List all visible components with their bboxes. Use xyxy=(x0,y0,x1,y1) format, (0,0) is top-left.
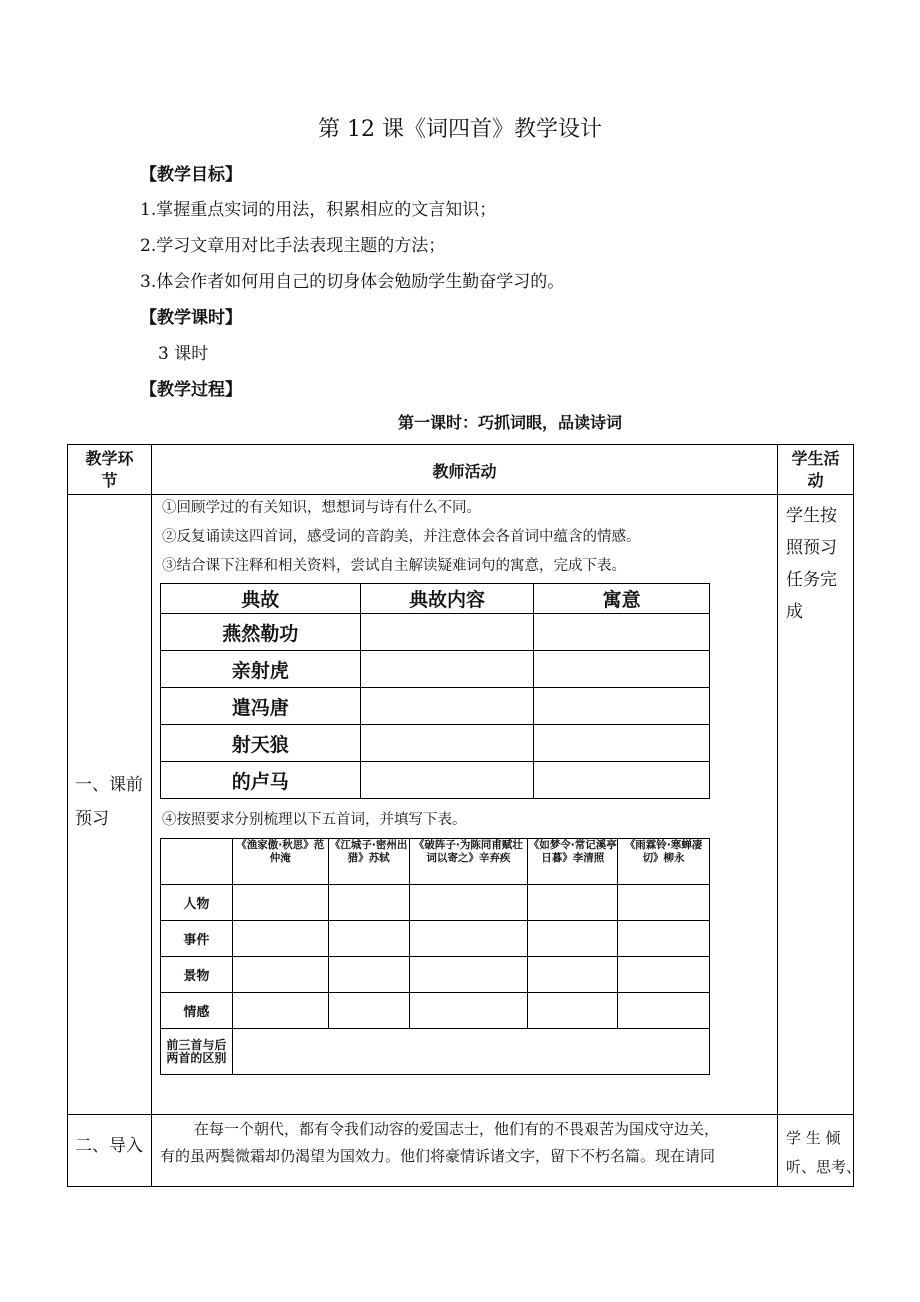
page-title: 第 12 课《词四首》教学设计 xyxy=(318,117,602,142)
student-activity: 成 xyxy=(786,602,803,622)
header-student: 学生活 xyxy=(791,449,840,468)
allusion-blank xyxy=(360,688,534,725)
header-student-2: 动 xyxy=(807,471,824,490)
allusion-name: 射天狼 xyxy=(161,725,361,762)
hours-value: 3 课时 xyxy=(158,344,209,364)
poem-table xyxy=(160,838,710,1075)
allusion-table xyxy=(160,583,710,799)
allusion-blank xyxy=(360,614,534,651)
allusion-header: 寓意 xyxy=(534,584,710,614)
stage-preview: 一、课前 xyxy=(75,775,143,795)
allusion-blank xyxy=(360,762,534,799)
allusion-name: 亲射虎 xyxy=(161,651,361,688)
poem-difference-cell xyxy=(232,1029,709,1075)
allusion-blank xyxy=(360,725,534,762)
student-activity: 任务完 xyxy=(786,570,837,590)
allusion-blank xyxy=(360,651,534,688)
goal-item: 3.体会作者如何用自己的切身体会勉励学生勤奋学习的。 xyxy=(140,272,565,292)
allusion-name: 燕然勒功 xyxy=(161,614,361,651)
activity-item: ④按照要求分别梳理以下五首词，并填写下表。 xyxy=(162,812,467,828)
stage-intro: 二、导入 xyxy=(75,1136,143,1156)
student-intro: 学 生 倾 xyxy=(786,1129,841,1147)
poem-header: 《渔家傲·秋思》范仲淹 xyxy=(232,839,328,885)
allusion-blank xyxy=(534,688,710,725)
intro-text: 有的虽两鬓微霜却仍渴望为国效力。他们将豪情诉诸文字，留下不朽名篇。现在请同 xyxy=(160,1147,716,1165)
allusion-name: 的卢马 xyxy=(161,762,361,799)
student-activity: 照预习 xyxy=(786,538,837,558)
poem-header: 《雨霖铃·寒蝉凄切》柳永 xyxy=(618,839,710,885)
allusion-header: 典故 xyxy=(161,584,361,614)
poem-corner xyxy=(161,839,233,885)
goal-item: 1.掌握重点实词的用法，积累相应的文言知识； xyxy=(140,200,497,220)
goal-item: 2.学习文章用对比手法表现主题的方法； xyxy=(140,236,446,256)
allusion-header: 典故内容 xyxy=(360,584,534,614)
poem-row-label: 前三首与后两首的区别 xyxy=(161,1029,233,1075)
poem-row-label: 人物 xyxy=(161,885,233,921)
student-activity: 学生按 xyxy=(786,506,837,526)
allusion-blank xyxy=(534,614,710,651)
poem-header: 《破阵子·为陈同甫赋壮词以寄之》辛弃疾 xyxy=(409,839,528,885)
lesson-title: 第一课时：巧抓词眼，品读诗词 xyxy=(397,413,622,432)
poem-row-label: 景物 xyxy=(161,957,233,993)
allusion-blank xyxy=(534,762,710,799)
process-heading: 【教学过程】 xyxy=(140,380,242,400)
intro-text: 在每一个朝代，都有令我们动容的爱国志士，他们有的不畏艰苦为国戍守边关， xyxy=(194,1120,720,1138)
header-stage: 教学环 xyxy=(85,449,134,468)
header-stage-2: 节 xyxy=(101,471,118,490)
poem-header: 《如梦令·常记溪亭日暮》李清照 xyxy=(528,839,618,885)
stage-preview-2: 预习 xyxy=(75,809,109,829)
poem-header: 《江城子·密州出猎》苏轼 xyxy=(328,839,409,885)
activity-item: ③结合课下注释和相关资料，尝试自主解读疑难词句的寓意，完成下表。 xyxy=(162,558,626,574)
goals-heading: 【教学目标】 xyxy=(140,165,242,185)
allusion-blank xyxy=(534,651,710,688)
activity-item: ②反复诵读这四首词，感受词的音韵美，并注意体会各首词中蕴含的情感。 xyxy=(162,529,641,545)
activity-item: ①回顾学过的有关知识，想想词与诗有什么不同。 xyxy=(162,500,481,516)
allusion-blank xyxy=(534,725,710,762)
student-intro: 听、思考、 xyxy=(786,1158,862,1176)
poem-row-label: 事件 xyxy=(161,921,233,957)
hours-heading: 【教学课时】 xyxy=(140,308,242,328)
header-teacher: 教师活动 xyxy=(432,462,497,481)
poem-row-label: 情感 xyxy=(161,993,233,1029)
allusion-name: 遣冯唐 xyxy=(161,688,361,725)
